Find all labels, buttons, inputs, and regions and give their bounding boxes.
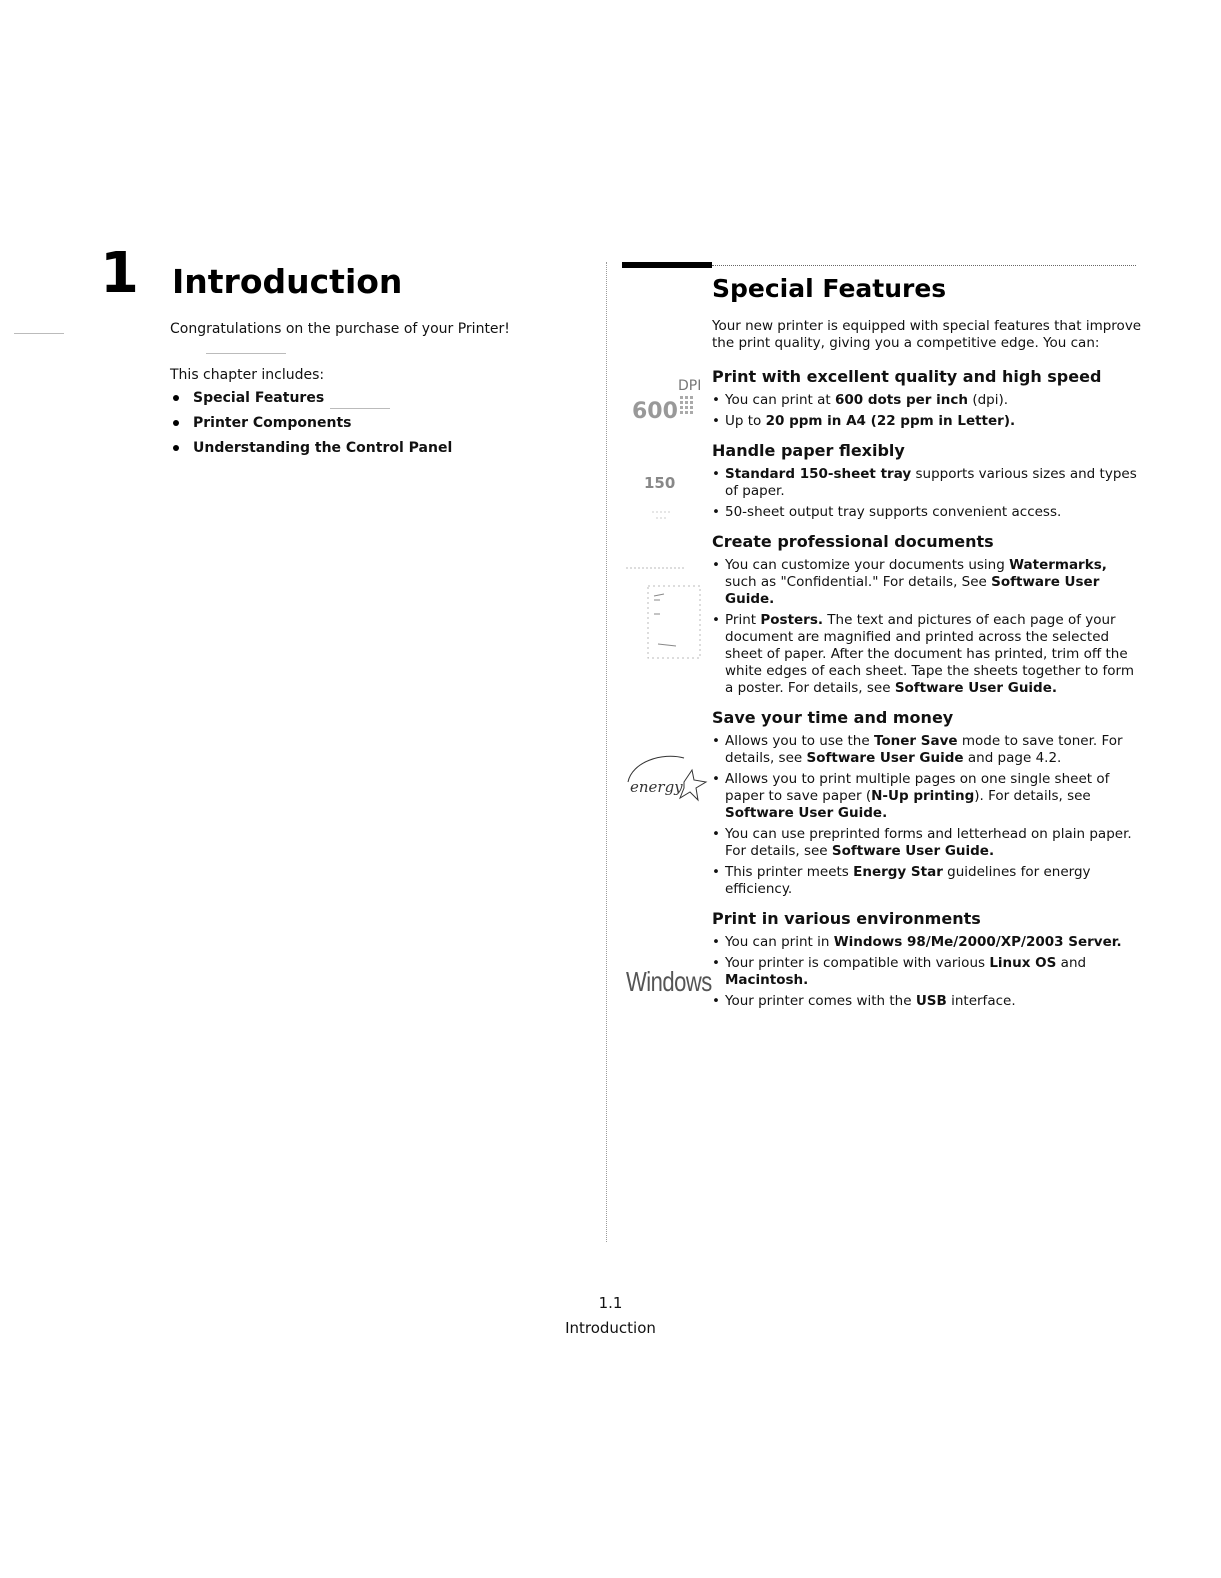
feature-bullet: • Standard 150-sheet tray supports various sizes and types of paper. xyxy=(712,466,1137,500)
feature-bullet: • Your printer comes with the USB interface. xyxy=(712,993,1137,1010)
chapter-title: Introduction xyxy=(172,262,403,301)
feature-heading: Save your time and money xyxy=(712,708,954,727)
energy-label: energy xyxy=(630,778,683,796)
dpi-600-icon xyxy=(628,374,708,426)
chapter-number: 1 xyxy=(100,241,139,306)
document-icon xyxy=(624,566,706,662)
feature-bullets xyxy=(712,733,1137,898)
feature-bullet: • Up to 20 ppm in A4 (22 ppm in Letter). xyxy=(712,413,1137,430)
feature-block xyxy=(712,908,1137,1010)
includes-label: This chapter includes: xyxy=(170,367,325,383)
feature-heading: Print in various environments xyxy=(712,909,981,928)
toc-item-special-features[interactable]: Special Features xyxy=(172,389,452,414)
chapter-toc xyxy=(172,389,452,464)
page-number: 1.1 xyxy=(598,1294,623,1312)
feature-list xyxy=(712,366,1137,1020)
feature-heading: Handle paper flexibly xyxy=(712,441,905,460)
section-rule-thick xyxy=(622,262,712,268)
toc-item-control-panel[interactable]: Understanding the Control Panel xyxy=(172,439,452,464)
feature-bullet: • You can print in Windows 98/Me/2000/XP/2003 Server. xyxy=(712,934,1137,951)
feature-heading: Print with excellent quality and high speed xyxy=(712,367,1102,386)
paper-tray-icon xyxy=(642,468,682,528)
feature-bullets xyxy=(712,392,1137,430)
feature-bullet: • 50-sheet output tray supports convenient access. xyxy=(712,504,1137,521)
feature-block xyxy=(712,366,1137,430)
tray-value: 150 xyxy=(644,474,676,492)
chapter-intro: Congratulations on the purchase of your Printer! xyxy=(170,321,510,337)
section-title: Special Features xyxy=(712,274,947,303)
windows-logo: Windows xyxy=(626,966,712,998)
energy-star-icon xyxy=(622,748,710,808)
feature-bullet: • This printer meets Energy Star guidelines for energy efficiency. xyxy=(712,864,1137,898)
feature-block xyxy=(712,440,1137,521)
feature-heading: Create professional documents xyxy=(712,532,994,551)
feature-bullets xyxy=(712,466,1137,521)
dpi-value: 600 xyxy=(632,399,678,424)
section-rule-thin xyxy=(712,265,1136,266)
feature-bullet: • Your printer is compatible with various Linux OS and Macintosh. xyxy=(712,955,1137,989)
footer-chapter-label: Introduction xyxy=(565,1319,656,1337)
column-divider xyxy=(606,262,607,1242)
scan-noise xyxy=(206,353,286,354)
feature-bullets xyxy=(712,934,1137,1010)
feature-bullets xyxy=(712,557,1137,697)
dpi-label: DPI xyxy=(678,378,702,394)
feature-bullet: • You can print at 600 dots per inch (dpi). xyxy=(712,392,1137,409)
scan-noise xyxy=(14,333,64,334)
feature-block xyxy=(712,707,1137,898)
feature-bullet: • Print Posters. The text and pictures of each page of your document are magnified and printed across the selected sheet of paper. After the document has printed, trim off the white edges of each sheet. Tape the sheets together to form a poster. For details, see Software User Guide. xyxy=(712,612,1137,697)
feature-bullet: • Allows you to use the Toner Save mode to save toner. For details, see Software User Guide and page 4.2. xyxy=(712,733,1137,767)
feature-bullet: • You can use preprinted forms and letterhead on plain paper. For details, see Software User Guide. xyxy=(712,826,1137,860)
scan-noise xyxy=(330,408,390,409)
feature-block xyxy=(712,531,1137,697)
toc-item-printer-components[interactable]: Printer Components xyxy=(172,414,452,439)
section-intro: Your new printer is equipped with special features that improve the print quality, giving you a competitive edge. You can: xyxy=(712,318,1142,351)
feature-bullet: • You can customize your documents using Watermarks, such as "Confidential." For details, See Software User Guide. xyxy=(712,557,1137,608)
feature-bullet: • Allows you to print multiple pages on one single sheet of paper to save paper (N-Up printing). For details, see Software User Guide. xyxy=(712,771,1137,822)
